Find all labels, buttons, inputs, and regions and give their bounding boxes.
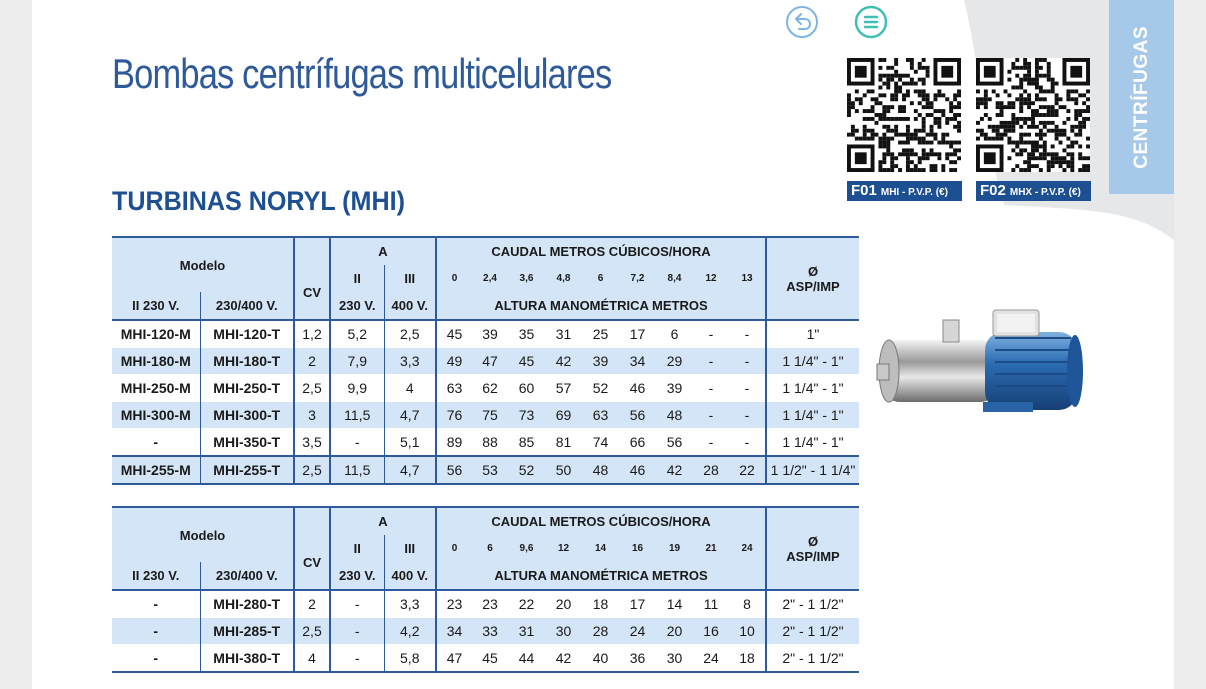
height-value: 63 — [582, 402, 619, 429]
height-value: 18 — [729, 645, 766, 673]
height-value: 36 — [619, 645, 656, 673]
height-value: 45 — [472, 645, 508, 673]
height-value: 8 — [729, 590, 766, 618]
height-value: 50 — [545, 456, 582, 484]
height-value: 62 — [472, 375, 508, 402]
height-value: 88 — [472, 429, 508, 457]
amp-tri: 2,5 — [384, 320, 436, 348]
height-value: 49 — [436, 348, 472, 375]
header-flow-value: 0 — [436, 265, 472, 292]
header-amp-tri-voltage: 400 V. — [384, 292, 436, 320]
height-value: 24 — [619, 618, 656, 645]
header-asp-imp: ASP/IMP — [786, 278, 840, 294]
height-value: 42 — [656, 456, 693, 484]
height-value: 34 — [619, 348, 656, 375]
header-flow-value: 4,8 — [545, 265, 582, 292]
height-value: 56 — [619, 402, 656, 429]
model-mono: MHI-180-M — [112, 348, 200, 375]
table-row — [112, 429, 859, 457]
spec-table-mhi — [112, 236, 859, 485]
height-value: 69 — [545, 402, 582, 429]
connection-size: 2" - 1 1/2" — [766, 645, 859, 673]
height-value: 60 — [508, 375, 545, 402]
amp-tri: 4,7 — [384, 402, 436, 429]
height-value: 20 — [656, 618, 693, 645]
height-value: - — [693, 320, 729, 348]
height-value: 63 — [436, 375, 472, 402]
qr-label-mhi[interactable] — [847, 181, 962, 201]
header-altura: ALTURA MANOMÉTRICA METROS — [436, 292, 766, 320]
header-flow-value: 19 — [656, 535, 693, 562]
height-value: 73 — [508, 402, 545, 429]
qr-code-description: MHX - P.V.P. (€) — [1009, 187, 1081, 198]
qr-code-mhx[interactable] — [976, 58, 1090, 172]
header-asp-imp: ASP/IMP — [786, 548, 840, 564]
height-value: 28 — [582, 618, 619, 645]
amp-mono: 7,9 — [330, 348, 384, 375]
table-row — [112, 618, 859, 645]
amp-tri: 4 — [384, 375, 436, 402]
header-altura: ALTURA MANOMÉTRICA METROS — [436, 562, 766, 590]
amp-mono: - — [330, 590, 384, 618]
model-mono: - — [112, 618, 200, 645]
header-caudal: CAUDAL METROS CÚBICOS/HORA — [436, 507, 766, 535]
amp-mono: - — [330, 645, 384, 673]
header-mono-voltage: II 230 V. — [112, 562, 200, 590]
header-diameter — [766, 237, 859, 320]
header-diam-symbol: Ø — [807, 263, 819, 279]
height-value: 57 — [545, 375, 582, 402]
table-row — [112, 402, 859, 429]
amp-tri: 5,8 — [384, 645, 436, 673]
model-mono: MHI-255-M — [112, 456, 200, 484]
model-tri: MHI-380-T — [200, 645, 294, 673]
amp-mono: 11,5 — [330, 456, 384, 484]
header-caudal: CAUDAL METROS CÚBICOS/HORA — [436, 237, 766, 265]
header-cv: CV — [294, 535, 330, 590]
height-value: 48 — [656, 402, 693, 429]
height-value: 22 — [729, 456, 766, 484]
height-value: 31 — [545, 320, 582, 348]
header-flow-value: 0 — [436, 535, 472, 562]
height-value: - — [729, 320, 766, 348]
height-value: 66 — [619, 429, 656, 457]
height-value: 22 — [508, 590, 545, 618]
model-tri: MHI-250-T — [200, 375, 294, 402]
height-value: 53 — [472, 456, 508, 484]
cv-value: 3 — [294, 402, 330, 429]
header-flow-value: 2,4 — [472, 265, 508, 292]
height-value: 28 — [693, 456, 729, 484]
amp-tri: 3,3 — [384, 348, 436, 375]
header-flow-value: 3,6 — [508, 265, 545, 292]
model-tri: MHI-280-T — [200, 590, 294, 618]
header-flow-value: 7,2 — [619, 265, 656, 292]
header-flow-value: 9,6 — [508, 535, 545, 562]
pump-image — [875, 302, 1087, 420]
table-row — [112, 456, 859, 484]
height-value: 89 — [436, 429, 472, 457]
header-flow-value: 8,4 — [656, 265, 693, 292]
height-value: 81 — [545, 429, 582, 457]
cv-value: 2,5 — [294, 618, 330, 645]
table-header — [112, 507, 859, 590]
height-value: 75 — [472, 402, 508, 429]
height-value: 44 — [508, 645, 545, 673]
header-flow-value: 16 — [619, 535, 656, 562]
qr-code-number: F02 — [980, 182, 1006, 199]
amp-tri: 4,7 — [384, 456, 436, 484]
model-tri: MHI-350-T — [200, 429, 294, 457]
section-tab[interactable] — [1109, 0, 1174, 194]
height-value: 52 — [582, 375, 619, 402]
height-value: 45 — [508, 348, 545, 375]
height-value: 31 — [508, 618, 545, 645]
height-value: 16 — [693, 618, 729, 645]
section-tab-label: CENTRÍFUGAS — [1130, 25, 1152, 169]
height-value: 29 — [656, 348, 693, 375]
height-value: 85 — [508, 429, 545, 457]
height-value: 74 — [582, 429, 619, 457]
height-value: 76 — [436, 402, 472, 429]
height-value: 6 — [656, 320, 693, 348]
model-mono: - — [112, 590, 200, 618]
header-amp-mono-voltage: 230 V. — [330, 562, 384, 590]
height-value: - — [693, 402, 729, 429]
height-value: - — [693, 429, 729, 457]
header-modelo: Modelo — [112, 507, 294, 562]
connection-size: 1" — [766, 320, 859, 348]
header-amp-tri: III — [384, 265, 436, 292]
qr-code-description: MHI - P.V.P. (€) — [880, 187, 948, 198]
amp-mono: - — [330, 429, 384, 457]
table-body — [112, 320, 859, 484]
height-value: 30 — [656, 645, 693, 673]
height-value: 46 — [619, 456, 656, 484]
height-value: 18 — [582, 590, 619, 618]
connection-size: 1 1/4" - 1" — [766, 348, 859, 375]
header-flow-value: 12 — [693, 265, 729, 292]
height-value: 33 — [472, 618, 508, 645]
height-value: - — [693, 375, 729, 402]
amp-mono: - — [330, 618, 384, 645]
height-value: 14 — [656, 590, 693, 618]
height-value: 10 — [729, 618, 766, 645]
height-value: 24 — [693, 645, 729, 673]
connection-size: 2" - 1 1/2" — [766, 618, 859, 645]
menu-list-icon[interactable] — [854, 5, 888, 39]
model-tri: MHI-255-T — [200, 456, 294, 484]
cv-value: 1,2 — [294, 320, 330, 348]
table-row — [112, 590, 859, 618]
qr-code-number: F01 — [851, 182, 877, 199]
header-tri-voltage: 230/400 V. — [200, 292, 294, 320]
header-flow-value: 14 — [582, 535, 619, 562]
qr-label-mhx[interactable] — [976, 181, 1091, 201]
height-value: 34 — [436, 618, 472, 645]
connection-size: 1 1/4" - 1" — [766, 375, 859, 402]
cv-value: 2,5 — [294, 456, 330, 484]
cv-value: 2 — [294, 348, 330, 375]
table-row — [112, 645, 859, 673]
header-flow-value: 6 — [472, 535, 508, 562]
height-value: 42 — [545, 645, 582, 673]
connection-size: 1 1/4" - 1" — [766, 429, 859, 457]
header-amp-mono: II — [330, 265, 384, 292]
amp-tri: 4,2 — [384, 618, 436, 645]
header-amp-mono: II — [330, 535, 384, 562]
model-tri: MHI-285-T — [200, 618, 294, 645]
header-flow-value: 6 — [582, 265, 619, 292]
model-mono: - — [112, 645, 200, 673]
height-value: 11 — [693, 590, 729, 618]
header-flow-value: 24 — [729, 535, 766, 562]
cv-value: 3,5 — [294, 429, 330, 457]
connection-size: 2" - 1 1/2" — [766, 590, 859, 618]
height-value: 23 — [436, 590, 472, 618]
header-amp-tri-voltage: 400 V. — [384, 562, 436, 590]
model-mono: MHI-120-M — [112, 320, 200, 348]
table-row — [112, 375, 859, 402]
height-value: 35 — [508, 320, 545, 348]
header-amperes: A — [330, 507, 436, 535]
height-value: 48 — [582, 456, 619, 484]
catalog-page — [32, 0, 1174, 689]
model-tri: MHI-120-T — [200, 320, 294, 348]
cv-value: 2 — [294, 590, 330, 618]
header-amp-mono-voltage: 230 V. — [330, 292, 384, 320]
height-value: 39 — [656, 375, 693, 402]
height-value: 47 — [472, 348, 508, 375]
height-value: - — [729, 375, 766, 402]
section-subtitle: TURBINAS NORYL (MHI) — [112, 186, 405, 216]
header-flow-value: 21 — [693, 535, 729, 562]
table-row — [112, 320, 859, 348]
table-row — [112, 348, 859, 375]
connection-size: 1 1/4" - 1" — [766, 402, 859, 429]
cv-value: 4 — [294, 645, 330, 673]
height-value: - — [729, 429, 766, 457]
amp-mono: 11,5 — [330, 402, 384, 429]
height-value: 39 — [582, 348, 619, 375]
page-title: Bombas centrífugas multicelulares — [112, 50, 612, 97]
amp-mono: 5,2 — [330, 320, 384, 348]
height-value: 56 — [656, 429, 693, 457]
height-value: 17 — [619, 590, 656, 618]
header-diam-symbol: Ø — [807, 533, 819, 549]
header-amp-tri: III — [384, 535, 436, 562]
height-value: 25 — [582, 320, 619, 348]
header-modelo: Modelo — [112, 237, 294, 292]
table-header — [112, 237, 859, 320]
height-value: 17 — [619, 320, 656, 348]
connection-size: 1 1/2" - 1 1/4" — [766, 456, 859, 484]
header-diameter — [766, 507, 859, 590]
height-value: 39 — [472, 320, 508, 348]
model-tri: MHI-180-T — [200, 348, 294, 375]
model-mono: MHI-300-M — [112, 402, 200, 429]
back-arrow-icon[interactable] — [785, 5, 819, 39]
header-tri-voltage: 230/400 V. — [200, 562, 294, 590]
qr-code-mhi[interactable] — [847, 58, 961, 172]
height-value: - — [693, 348, 729, 375]
amp-mono: 9,9 — [330, 375, 384, 402]
spec-table-mhi-large — [112, 506, 859, 673]
header-cv: CV — [294, 265, 330, 320]
height-value: 23 — [472, 590, 508, 618]
height-value: 42 — [545, 348, 582, 375]
height-value: 45 — [436, 320, 472, 348]
model-tri: MHI-300-T — [200, 402, 294, 429]
height-value: - — [729, 402, 766, 429]
height-value: 46 — [619, 375, 656, 402]
cv-value: 2,5 — [294, 375, 330, 402]
height-value: 47 — [436, 645, 472, 673]
model-mono: MHI-250-M — [112, 375, 200, 402]
amp-tri: 5,1 — [384, 429, 436, 457]
height-value: 30 — [545, 618, 582, 645]
amp-tri: 3,3 — [384, 590, 436, 618]
header-flow-value: 12 — [545, 535, 582, 562]
height-value: 56 — [436, 456, 472, 484]
table-body — [112, 590, 859, 672]
height-value: 52 — [508, 456, 545, 484]
height-value: - — [729, 348, 766, 375]
model-mono: - — [112, 429, 200, 457]
height-value: 20 — [545, 590, 582, 618]
header-amperes: A — [330, 237, 436, 265]
header-mono-voltage: II 230 V. — [112, 292, 200, 320]
height-value: 40 — [582, 645, 619, 673]
header-flow-value: 13 — [729, 265, 766, 292]
